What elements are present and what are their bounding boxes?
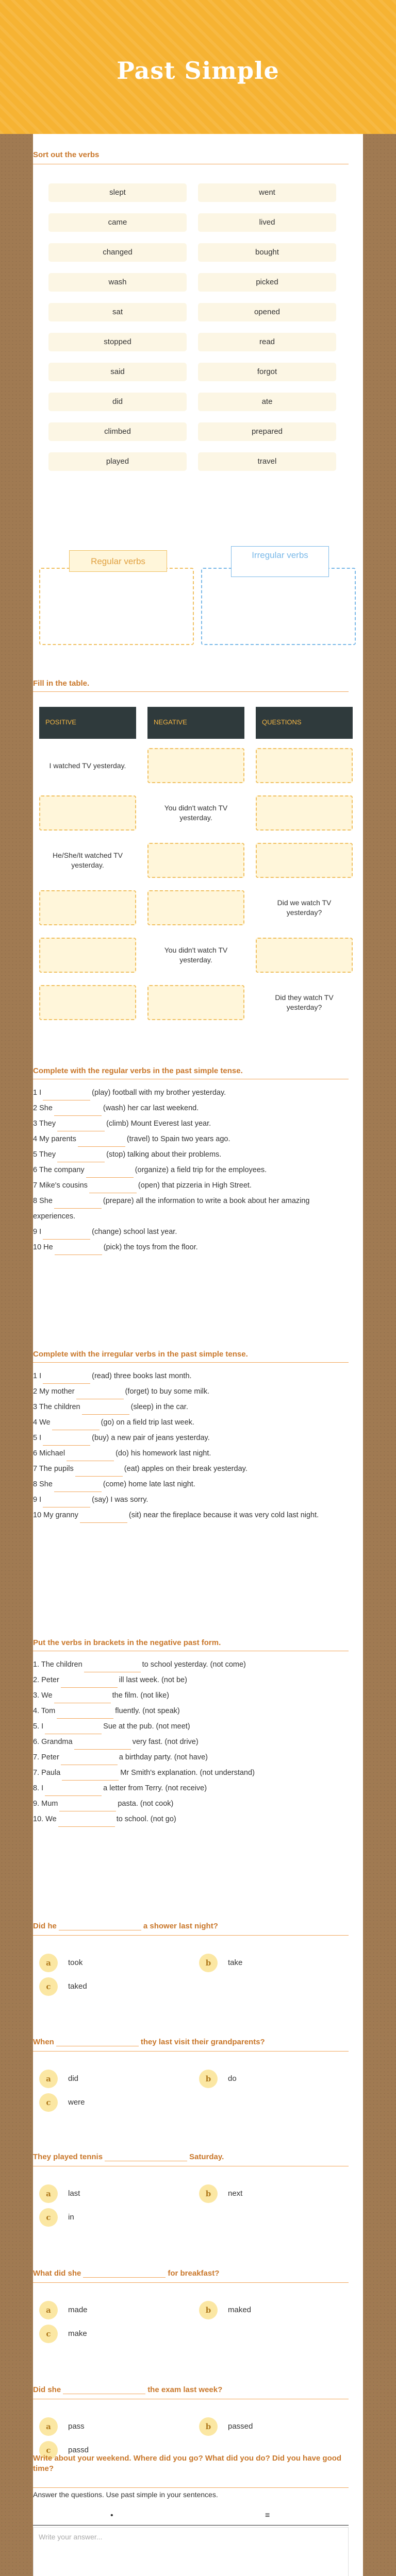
- exercise-line: [33, 1384, 349, 1399]
- answer-option[interactable]: [199, 2069, 237, 2089]
- line-end: (open) that pizzeria in High Street.: [138, 1181, 252, 1190]
- line-end: pasta. (not cook): [118, 1800, 174, 1808]
- line-start: 10. We: [33, 1815, 57, 1823]
- table-input[interactable]: [147, 748, 244, 783]
- align-icon[interactable]: ≡: [265, 2511, 270, 2520]
- exercise-line: [33, 1430, 349, 1446]
- answer-option[interactable]: [199, 2183, 242, 2204]
- option-letter: b: [199, 2301, 218, 2319]
- line-end: (pick) the toys from the floor.: [103, 1243, 198, 1251]
- question-end: Saturday.: [189, 2153, 224, 2161]
- verb-card[interactable]: slept: [48, 183, 187, 202]
- question-title: [33, 2038, 265, 2046]
- answer-gap[interactable]: [61, 1679, 118, 1688]
- verb-card[interactable]: prepared: [198, 422, 336, 441]
- answer-gap[interactable]: [86, 1168, 134, 1178]
- line-end: to school yesterday. (not come): [142, 1660, 246, 1669]
- verb-card[interactable]: sat: [48, 303, 187, 321]
- exercise-line: [33, 1100, 349, 1116]
- option-letter: a: [39, 2184, 58, 2203]
- divider: [33, 691, 349, 692]
- verb-card[interactable]: lived: [198, 213, 336, 232]
- line-start: 1. The children: [33, 1660, 82, 1669]
- answer-option[interactable]: [39, 2324, 87, 2344]
- line-start: 2 My mother: [33, 1387, 75, 1396]
- line-start: 9 I: [33, 1228, 42, 1236]
- answer-gap[interactable]: [54, 1199, 102, 1209]
- line-start: 2. Peter: [33, 1676, 59, 1684]
- answer-gap[interactable]: [54, 1107, 102, 1116]
- answer-gap[interactable]: [61, 1756, 118, 1765]
- line-end: (change) school last year.: [92, 1228, 177, 1236]
- option-text: passd: [68, 2446, 89, 2454]
- verb-card[interactable]: forgot: [198, 363, 336, 381]
- line-end: (eat) apples on their break yesterday.: [124, 1465, 248, 1473]
- regular-label: Regular verbs: [69, 550, 167, 572]
- option-text: do: [228, 2074, 237, 2083]
- line-start: 8 She: [33, 1480, 53, 1488]
- answer-option[interactable]: [39, 2069, 78, 2089]
- verb-card[interactable]: bought: [198, 243, 336, 262]
- question-end: they last visit their grandparents?: [140, 2038, 265, 2046]
- line-start: 4. Tom: [33, 1707, 56, 1715]
- line-end: fluently. (not speak): [115, 1707, 180, 1715]
- worksheet: [33, 134, 363, 2576]
- table-cell: You didn't watch TV yesterday.: [164, 804, 228, 822]
- answer-option[interactable]: [199, 2300, 251, 2320]
- table-cell: You didn't watch TV yesterday.: [164, 946, 228, 964]
- exercise-line: [33, 1672, 349, 1688]
- question-end: a shower last night?: [143, 1922, 218, 1930]
- line-end: (say) I was sorry.: [92, 1496, 148, 1504]
- answer-gap[interactable]: [74, 1740, 131, 1750]
- exercise-line: [33, 1781, 349, 1796]
- line-start: 2 She: [33, 1104, 53, 1112]
- table-input[interactable]: [256, 748, 353, 783]
- verb-card[interactable]: wash: [48, 273, 187, 292]
- line-start: 7 Mike's cousins: [33, 1181, 88, 1190]
- question-gap: [105, 2153, 187, 2161]
- verb-card[interactable]: stopped: [48, 333, 187, 351]
- table-cell: Did we watch TV yesterday?: [277, 899, 332, 917]
- line-start: 1 I: [33, 1089, 42, 1097]
- exercise-line: [33, 1750, 349, 1765]
- table-input[interactable]: [147, 985, 244, 1020]
- question-title: [33, 1922, 218, 1930]
- option-text: made: [68, 2306, 88, 2314]
- page-header: [0, 0, 396, 134]
- verb-card[interactable]: read: [198, 333, 336, 351]
- exercise-line: [33, 1719, 349, 1734]
- line-start: 10 My granny: [33, 1511, 78, 1519]
- exercise-line: [33, 1224, 349, 1240]
- option-text: did: [68, 2074, 79, 2083]
- exercise-line: [33, 1461, 349, 1477]
- exercise-line: [33, 1178, 349, 1193]
- table-input[interactable]: [147, 890, 244, 925]
- table-input[interactable]: [39, 985, 136, 1020]
- option-letter: c: [39, 2093, 58, 2112]
- exercise-line: [33, 1162, 349, 1178]
- exercise-line: [33, 1477, 349, 1492]
- exercise-line: [33, 1734, 349, 1750]
- option-letter: c: [39, 1977, 58, 1996]
- answer-option[interactable]: [199, 1953, 242, 1973]
- answer-gap[interactable]: [80, 1514, 127, 1523]
- answer-gap[interactable]: [76, 1390, 124, 1399]
- line-end: (travel) to Spain two years ago.: [126, 1135, 230, 1143]
- sort-title: Sort out the verbs: [33, 150, 100, 159]
- answer-option[interactable]: [199, 2416, 253, 2437]
- exercise-line: [33, 1796, 349, 1811]
- option-letter: a: [39, 2070, 58, 2088]
- answer-gap[interactable]: [54, 1694, 111, 1703]
- answer-option[interactable]: [39, 1976, 87, 1997]
- option-letter: b: [199, 2070, 218, 2088]
- exercise-line: [33, 1240, 349, 1255]
- line-end: (prepare) all the information to write a book about her amazing experiences.: [33, 1197, 310, 1221]
- answer-gap[interactable]: [82, 1405, 129, 1415]
- weekend-title: Write about your weekend. Where did you go? What did you do? Did you have good time?: [33, 2454, 342, 2473]
- verb-card[interactable]: said: [48, 363, 187, 381]
- table-cell: Did they watch TV yesterday?: [275, 993, 334, 1011]
- verb-card[interactable]: went: [198, 183, 336, 202]
- answer-option[interactable]: [39, 2300, 88, 2320]
- question-end: the exam last week?: [147, 2385, 223, 2394]
- line-start: 10 He: [33, 1243, 53, 1251]
- exercise-line: [33, 1765, 349, 1781]
- option-text: maked: [228, 2306, 252, 2314]
- line-end: (climb) Mount Everest last year.: [106, 1120, 211, 1128]
- option-text: make: [68, 2329, 87, 2338]
- exercise-line: [33, 1131, 349, 1147]
- option-letter: b: [199, 1954, 218, 1972]
- line-end: (stop) talking about their problems.: [106, 1150, 222, 1159]
- exercise-line: [33, 1446, 349, 1461]
- exercise-line: [33, 1368, 349, 1384]
- exercise-line: [33, 1193, 349, 1224]
- negative-title: Put the verbs in brackets in the negative past form.: [33, 1638, 221, 1647]
- exercise-line: [33, 1688, 349, 1703]
- divider: [33, 2282, 349, 2283]
- line-end: (sit) near the fireplace because it was very cold last night.: [128, 1511, 319, 1519]
- line-end: a letter from Terry. (not receive): [103, 1784, 207, 1792]
- verb-card[interactable]: changed: [48, 243, 187, 262]
- exercise-line: [33, 1415, 349, 1430]
- line-start: 6 Michael: [33, 1449, 65, 1458]
- line-start: 8. I: [33, 1784, 44, 1792]
- question-gap: [83, 2269, 166, 2278]
- answer-option[interactable]: [39, 1953, 82, 1973]
- line-start: 3 They: [33, 1120, 56, 1128]
- regular-drop-zone[interactable]: [39, 568, 194, 645]
- verb-card[interactable]: did: [48, 393, 187, 411]
- line-start: 5 I: [33, 1434, 42, 1442]
- option-text: in: [68, 2213, 74, 2222]
- irregular-label: Irregular verbs: [231, 546, 329, 577]
- answer-gap[interactable]: [78, 1138, 125, 1147]
- page-title: Past Simple: [117, 57, 279, 84]
- line-start: 3. We: [33, 1691, 53, 1700]
- option-letter: a: [39, 1954, 58, 1972]
- option-text: take: [228, 1958, 243, 1967]
- exercise-line: [33, 1085, 349, 1100]
- question-start: They played tennis: [33, 2153, 103, 2161]
- answer-gap[interactable]: [57, 1153, 105, 1162]
- answer-gap[interactable]: [59, 1802, 116, 1811]
- answer-gap[interactable]: [67, 1452, 114, 1461]
- divider: [33, 2487, 349, 2488]
- line-start: 9 I: [33, 1496, 42, 1504]
- line-end: a birthday party. (not have): [119, 1753, 208, 1761]
- verb-card[interactable]: came: [48, 213, 187, 232]
- answer-option[interactable]: [39, 2207, 74, 2228]
- line-end: Mr Smith's explanation. (not understand): [120, 1769, 255, 1777]
- exercise-line: [33, 1657, 349, 1672]
- line-end: (play) football with my brother yesterday.: [92, 1089, 226, 1097]
- question-gap: [59, 1922, 141, 1930]
- line-start: 6. Grandma: [33, 1738, 73, 1746]
- line-end: (forget) to buy some milk.: [125, 1387, 210, 1396]
- line-end: (buy) a new pair of jeans yesterday.: [92, 1434, 210, 1442]
- answer-gap[interactable]: [75, 1467, 123, 1477]
- line-start: 4 My parents: [33, 1135, 76, 1143]
- option-text: were: [68, 2098, 85, 2107]
- table-title: Fill in the table.: [33, 679, 90, 688]
- table-input[interactable]: [39, 938, 136, 973]
- answer-gap[interactable]: [45, 1787, 102, 1796]
- line-start: 8 She: [33, 1197, 53, 1205]
- table-header: NEGATIVE: [147, 707, 244, 739]
- answer-gap[interactable]: [43, 1091, 90, 1100]
- exercise-line: [33, 1116, 349, 1131]
- answer-option[interactable]: [39, 2416, 85, 2437]
- option-letter: a: [39, 2301, 58, 2319]
- table-input[interactable]: [39, 890, 136, 925]
- irregular-title: Complete with the irregular verbs in the past simple tense.: [33, 1350, 248, 1359]
- verb-card[interactable]: opened: [198, 303, 336, 321]
- line-end: (wash) her car last weekend.: [103, 1104, 199, 1112]
- option-letter: b: [199, 2417, 218, 2436]
- answer-gap[interactable]: [57, 1122, 105, 1131]
- answer-gap[interactable]: [43, 1436, 90, 1446]
- table-input[interactable]: [256, 795, 353, 831]
- line-start: 9. Mum: [33, 1800, 58, 1808]
- line-end: (read) three books last month.: [92, 1372, 192, 1380]
- exercise-line: [33, 1492, 349, 1507]
- line-end: to school. (not go): [116, 1815, 176, 1823]
- verb-card[interactable]: played: [48, 452, 187, 471]
- question-gap: [56, 2038, 139, 2046]
- line-start: 7. Paula: [33, 1769, 61, 1777]
- option-text: taked: [68, 1982, 87, 1991]
- exercise-line: [33, 1703, 349, 1719]
- line-start: 1 I: [33, 1372, 42, 1380]
- divider: [33, 1362, 349, 1363]
- line-start: 4 We: [33, 1418, 51, 1427]
- table-cell: He/She/It watched TV yesterday.: [53, 851, 123, 869]
- answer-gap[interactable]: [45, 1725, 102, 1734]
- line-end: ill last week. (not be): [119, 1676, 187, 1684]
- question-start: Did he: [33, 1922, 57, 1930]
- line-start: 7 The pupils: [33, 1465, 74, 1473]
- exercise-line: [33, 1399, 349, 1415]
- line-start: 6 The company: [33, 1166, 85, 1174]
- table-header: POSITIVE: [39, 707, 136, 739]
- verb-card[interactable]: picked: [198, 273, 336, 292]
- line-end: (do) his homework last night.: [116, 1449, 211, 1458]
- answer-gap[interactable]: [62, 1771, 119, 1781]
- option-text: passed: [228, 2422, 253, 2431]
- question-title: [33, 2385, 222, 2394]
- line-start: 7. Peter: [33, 1753, 59, 1761]
- option-letter: c: [39, 2441, 58, 2460]
- answer-option[interactable]: [39, 2183, 80, 2204]
- answer-gap[interactable]: [43, 1375, 90, 1384]
- question-title: [33, 2269, 219, 2278]
- option-letter: a: [39, 2417, 58, 2436]
- exercise-line: [33, 1811, 349, 1827]
- option-text: pass: [68, 2422, 85, 2431]
- question-title: [33, 2153, 224, 2161]
- line-start: 3 The children: [33, 1403, 80, 1411]
- divider: [33, 1935, 349, 1936]
- table-input[interactable]: [256, 938, 353, 973]
- line-end: very fast. (not drive): [132, 1738, 199, 1746]
- verb-card[interactable]: climbed: [48, 422, 187, 441]
- question-gap: [63, 2386, 145, 2394]
- table-cell: I watched TV yesterday.: [49, 761, 126, 770]
- table-input[interactable]: [256, 843, 353, 878]
- question-start: Did she: [33, 2385, 61, 2394]
- regular-title: Complete with the regular verbs in the past simple tense.: [33, 1066, 243, 1075]
- verb-card[interactable]: travel: [198, 452, 336, 471]
- line-end: the film. (not like): [112, 1691, 170, 1700]
- answer-gap[interactable]: [89, 1184, 137, 1193]
- answer-gap[interactable]: [43, 1498, 90, 1507]
- line-end: Sue at the pub. (not meet): [103, 1722, 190, 1731]
- answer-option[interactable]: [39, 2092, 85, 2113]
- answer-gap[interactable]: [58, 1818, 115, 1827]
- table-header: QUESTIONS: [256, 707, 353, 739]
- answer-gap[interactable]: [43, 1230, 90, 1240]
- option-text: last: [68, 2189, 80, 2198]
- exercise-line: [33, 1147, 349, 1162]
- answer-textarea[interactable]: Write your answer...: [33, 2527, 349, 2576]
- answer-gap[interactable]: [54, 1483, 102, 1492]
- line-end: (organize) a field trip for the employees.: [135, 1166, 267, 1174]
- divider: [33, 2051, 349, 2052]
- answer-gap[interactable]: [84, 1663, 141, 1672]
- bullet-icon[interactable]: •: [110, 2511, 113, 2520]
- question-start: When: [33, 2038, 54, 2046]
- irregular-drop-zone[interactable]: [201, 568, 356, 645]
- question-end: for breakfast?: [168, 2269, 220, 2278]
- option-letter: b: [199, 2184, 218, 2203]
- answer-gap[interactable]: [52, 1421, 100, 1430]
- line-end: (sleep) in the car.: [130, 1403, 188, 1411]
- answer-gap[interactable]: [55, 1246, 102, 1255]
- editor-toolbar: [33, 2508, 349, 2526]
- verb-card[interactable]: ate: [198, 393, 336, 411]
- option-letter: c: [39, 2208, 58, 2227]
- line-end: (go) on a field trip last week.: [101, 1418, 194, 1427]
- option-text: next: [228, 2189, 243, 2198]
- question-start: What did she: [33, 2269, 81, 2278]
- weekend-instruction: Answer the questions. Use past simple in your sentences.: [33, 2490, 218, 2499]
- option-text: took: [68, 1958, 83, 1967]
- option-letter: c: [39, 2325, 58, 2343]
- line-start: 5 They: [33, 1150, 56, 1159]
- line-end: (come) home late last night.: [103, 1480, 195, 1488]
- answer-gap[interactable]: [57, 1709, 113, 1719]
- table-input[interactable]: [147, 843, 244, 878]
- exercise-line: [33, 1507, 349, 1523]
- line-start: 5. I: [33, 1722, 44, 1731]
- table-input[interactable]: [39, 795, 136, 831]
